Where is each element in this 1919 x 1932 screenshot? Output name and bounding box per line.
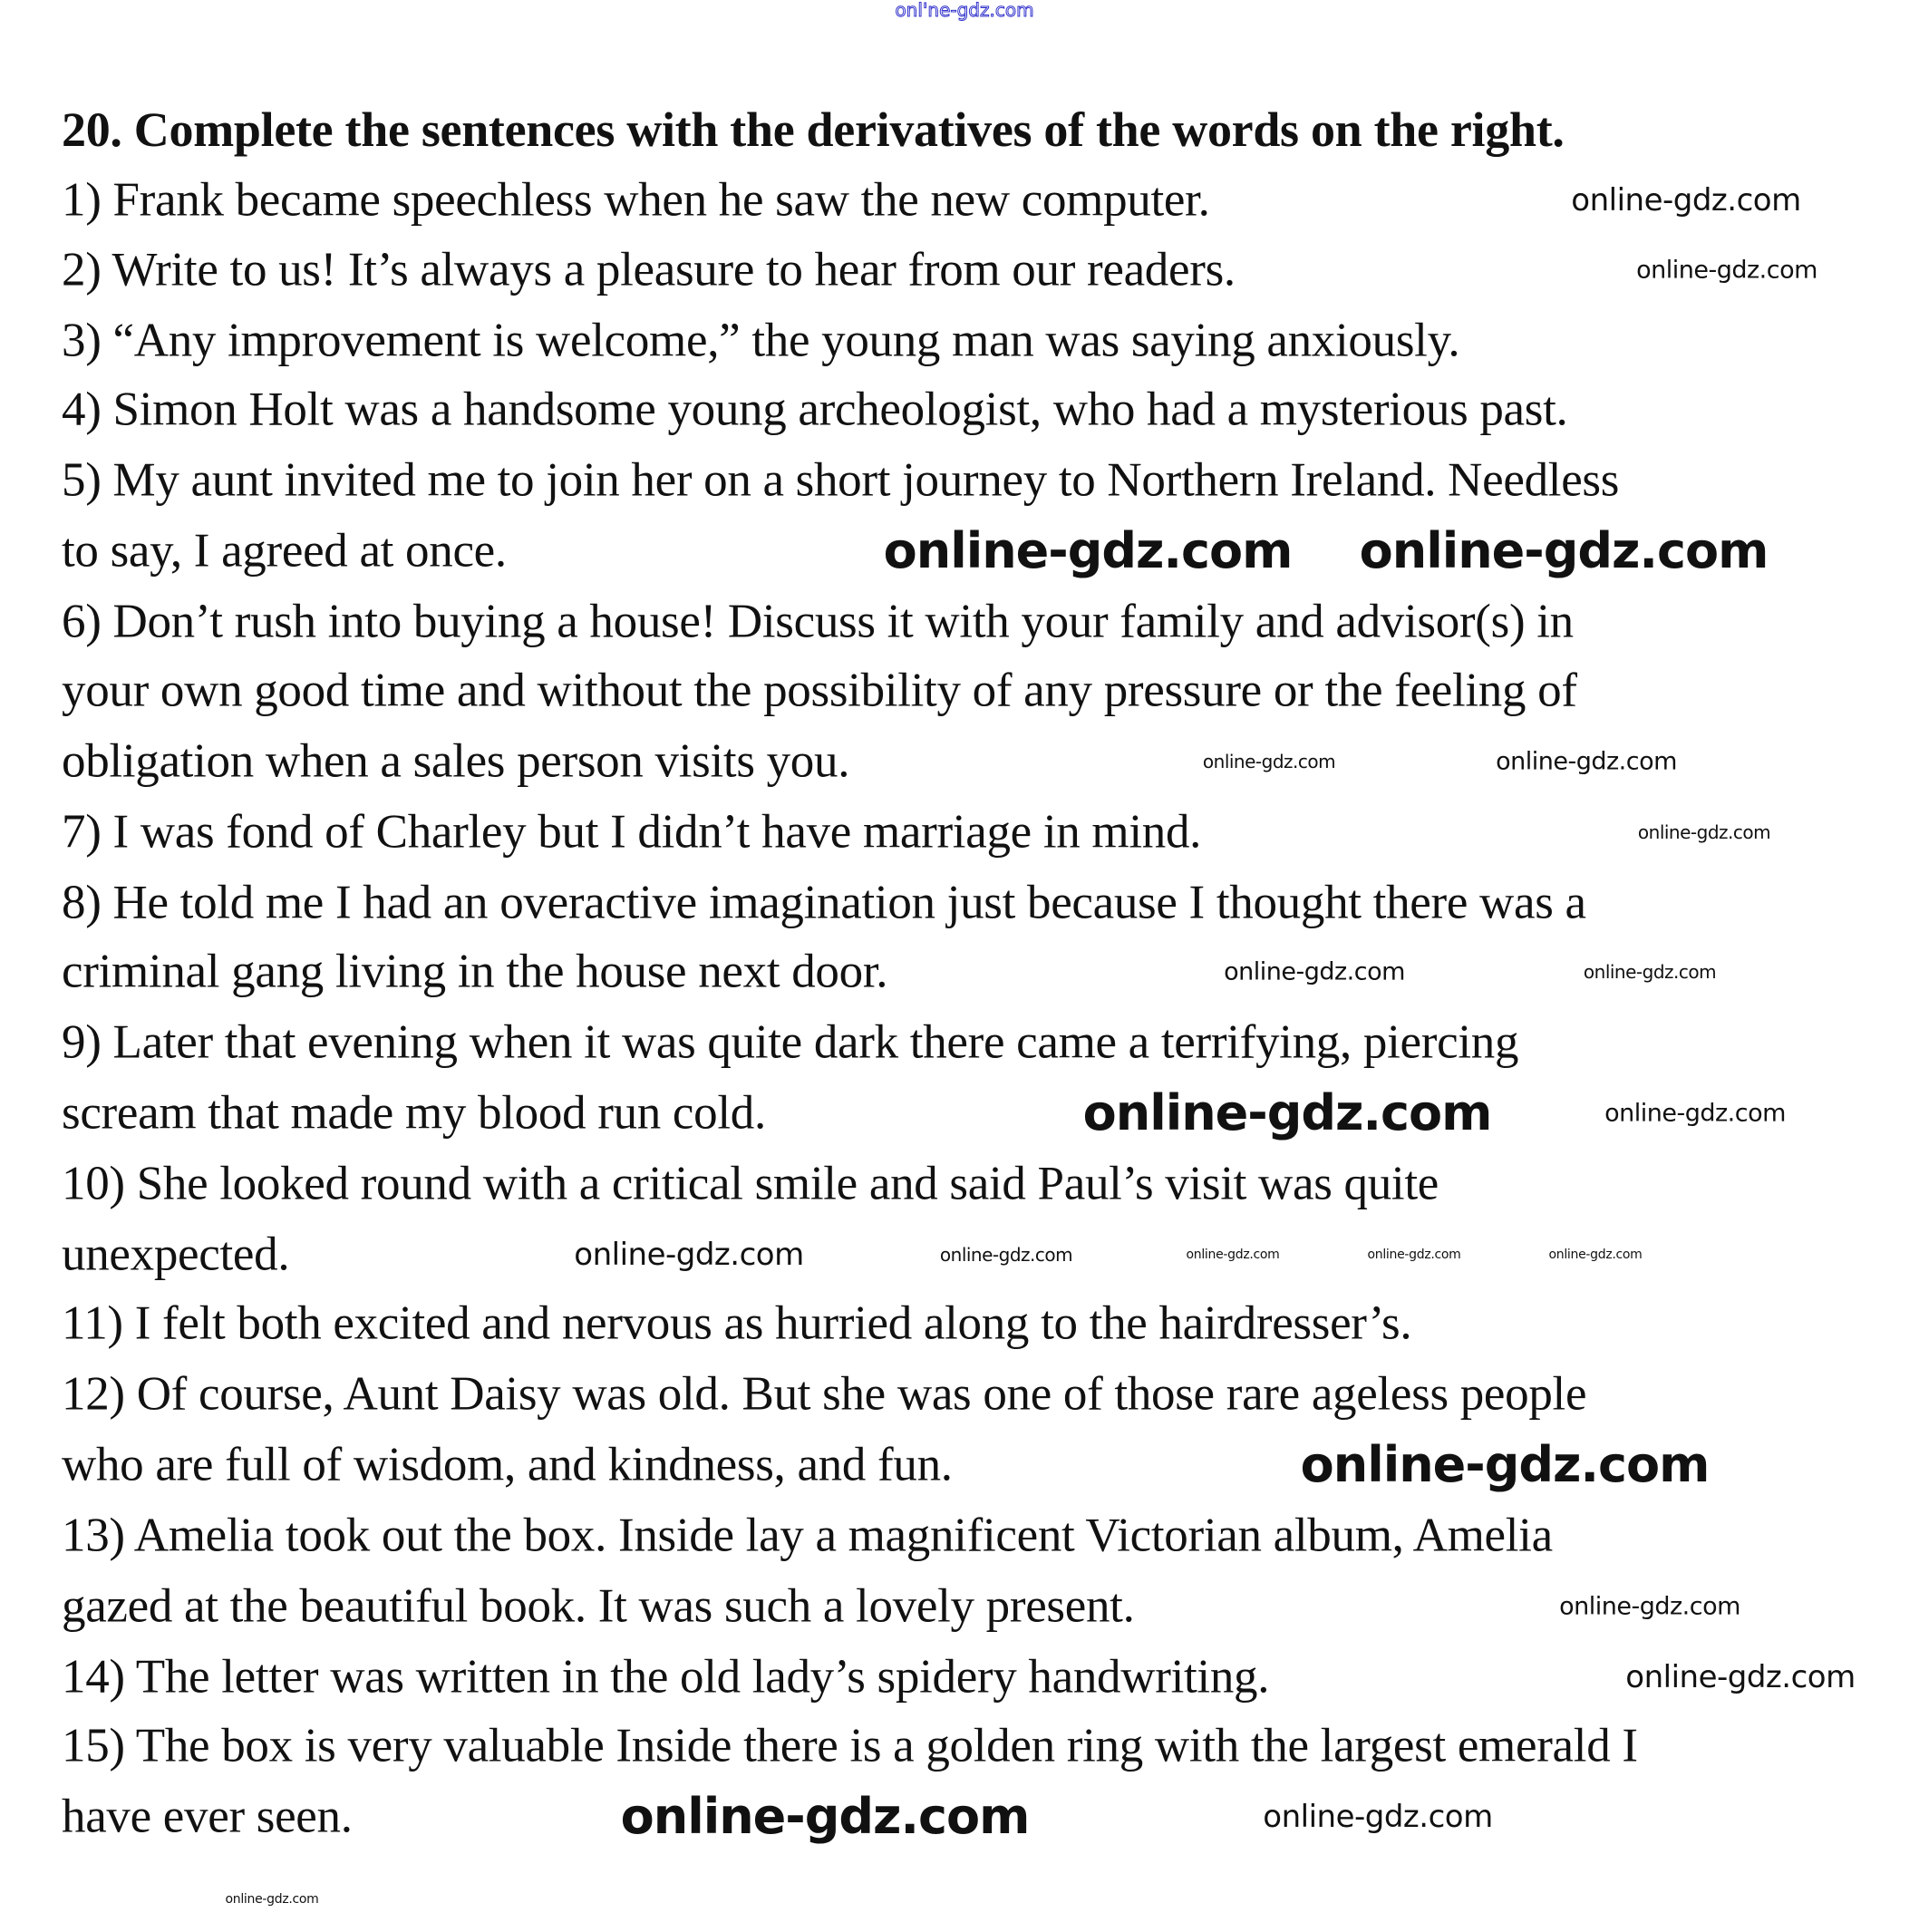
sentence-line: 1) Frank became speechless when he saw the new computer. — [62, 173, 1210, 227]
sentence-line: 14) The letter was written in the old lady’s spidery handwriting. — [62, 1650, 1270, 1704]
watermark: online-gdz.com — [1636, 256, 1817, 285]
watermark: online-gdz.com — [1224, 957, 1405, 986]
watermark: online-gdz.com — [574, 1237, 804, 1273]
watermark: online-gdz.com — [1583, 961, 1717, 983]
sentence-line: obligation when a sales person visits you. — [62, 734, 850, 788]
watermark: online-gdz.com — [1300, 1436, 1710, 1493]
watermark: online-gdz.com — [1367, 1248, 1461, 1262]
watermark: online-gdz.com — [1186, 1248, 1280, 1262]
sentence-line: 15) The box is very valuable Inside there is a golden ring with the largest emerald I — [62, 1719, 1638, 1772]
watermark: online-gdz.com — [1604, 1099, 1786, 1128]
watermark: online-gdz.com — [1625, 1659, 1856, 1695]
sentence-line: 4) Simon Holt was a handsome young archeologist, who had a mysterious past. — [62, 383, 1568, 436]
sentence-line: 5) My aunt invited me to join her on a short journey to Northern Ireland. Needless — [62, 453, 1620, 507]
sentence-line: to say, I agreed at once. — [62, 524, 507, 578]
watermark: online-gdz.com — [1202, 751, 1336, 772]
sentence-line: who are full of wisdom, and kindness, and fun. — [62, 1438, 953, 1491]
watermark: online-gdz.com — [883, 522, 1293, 579]
watermark: online-gdz.com — [1496, 747, 1677, 776]
watermark: onl'ne-gdz.com — [895, 0, 1034, 21]
sentence-line: criminal gang living in the house next door. — [62, 945, 888, 998]
sentence-line: 7) I was fond of Charley but I didn’t have marriage in mind. — [62, 805, 1202, 859]
watermark: online-gdz.com — [1571, 182, 1801, 218]
sentence-line: unexpected. — [62, 1228, 290, 1281]
watermark: online-gdz.com — [1359, 522, 1769, 579]
sentence-line: 3) “Any improvement is welcome,” the young man was saying anxiously. — [62, 314, 1460, 367]
watermark: online-gdz.com — [1082, 1084, 1492, 1141]
sentence-line: your own good time and without the possibility of any pressure or the feeling of — [62, 664, 1577, 717]
watermark: online-gdz.com — [939, 1244, 1073, 1266]
sentence-line: 12) Of course, Aunt Daisy was old. But she was one of those rare ageless people — [62, 1367, 1587, 1421]
sentence-line: 9) Later that evening when it was quite dark there came a terrifying, piercing — [62, 1015, 1519, 1069]
sentence-line: 6) Don’t rush into buying a house! Discuss it with your family and advisor(s) in — [62, 595, 1574, 648]
sentence-line: 13) Amelia took out the box. Inside lay a magnificent Victorian album, Amelia — [62, 1509, 1553, 1562]
sentence-line: 10) She looked round with a critical smile and said Paul’s visit was quite — [62, 1157, 1439, 1210]
exercise-title: 20. Complete the sentences with the derivatives of the words on the right. — [62, 102, 1565, 157]
watermark: online-gdz.com — [1263, 1799, 1493, 1835]
sentence-line: scream that made my blood run cold. — [62, 1086, 766, 1140]
sentence-line: have ever seen. — [62, 1790, 353, 1843]
sentence-line: gazed at the beautiful book. It was such a lovely present. — [62, 1579, 1135, 1633]
watermark: online-gdz.com — [1637, 821, 1771, 843]
watermark: online-gdz.com — [1559, 1592, 1740, 1621]
watermark: online-gdz.com — [225, 1892, 319, 1907]
watermark: online-gdz.com — [1548, 1248, 1643, 1262]
watermark: online-gdz.com — [620, 1788, 1030, 1845]
sentence-line: 11) I felt both excited and nervous as hurried along to the hairdresser’s. — [62, 1296, 1412, 1350]
sentence-line: 8) He told me I had an overactive imagination just because I thought there was a — [62, 876, 1586, 929]
sentence-line: 2) Write to us! It’s always a pleasure to hear from our readers. — [62, 243, 1236, 296]
